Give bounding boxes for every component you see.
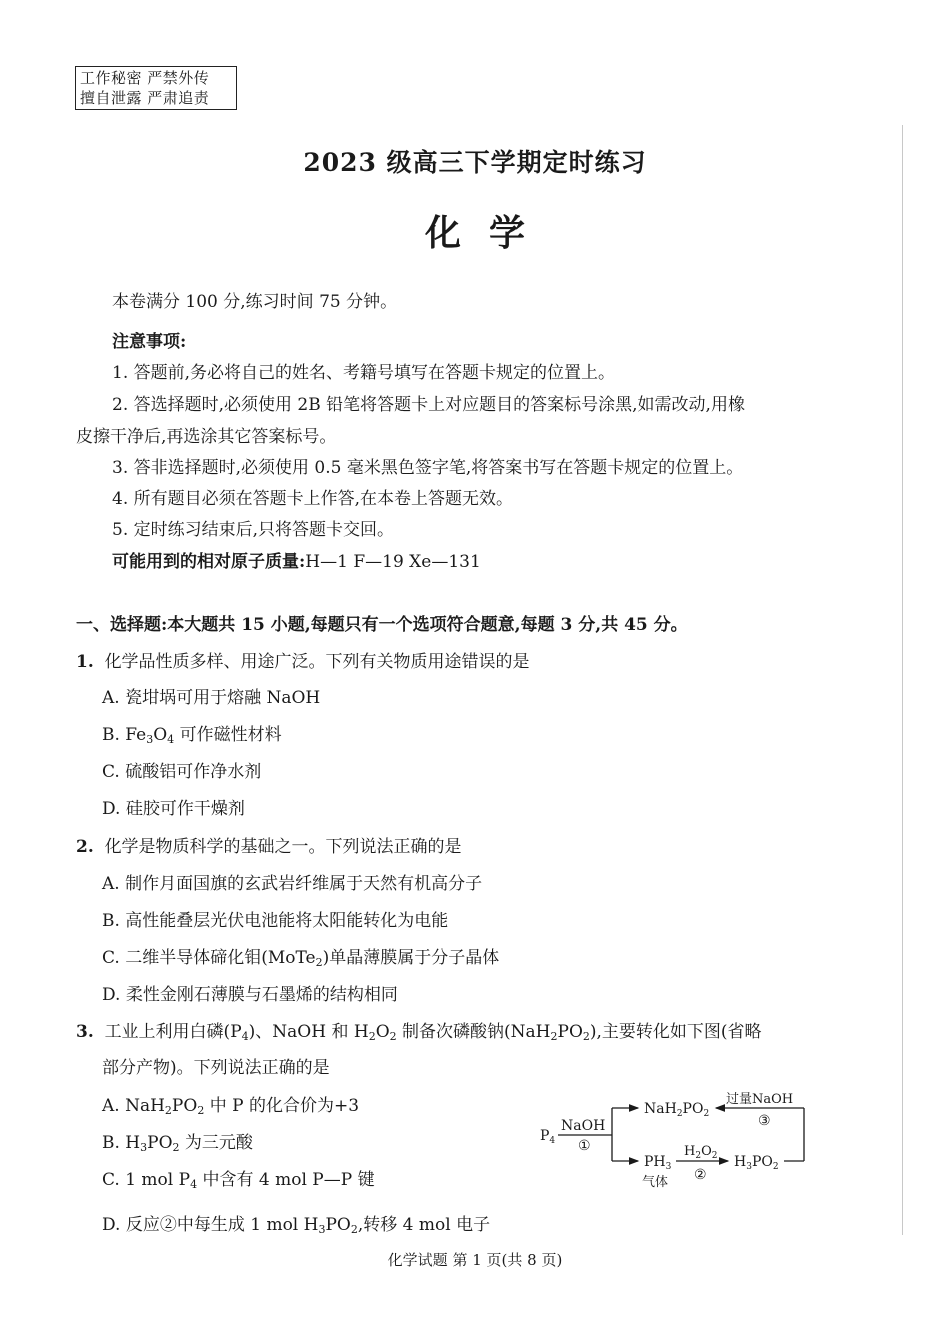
arrow-2-reagent: $H_2O_2$ (684, 1144, 718, 1161)
q3-option-b: B. $H_3PO_2$ 为三元酸 (102, 1133, 253, 1154)
exam-title: 2023 级高三下学期定时练习 (303, 148, 647, 177)
q2-option-d: D. 柔性金刚石薄膜与石墨烯的结构相同 (102, 985, 398, 1005)
reaction-scheme-diagram (538, 1092, 808, 1192)
q2-option-a: A. 制作月面国旗的玄武岩纤维属于天然有机高分子 (102, 874, 483, 894)
question-2-stem (76, 832, 462, 857)
gas-label: 气体 (642, 1175, 669, 1190)
binding-margin-line (902, 125, 903, 1235)
notice-item: 5. 定时练习结束后,只将答题卡交回。 (112, 520, 395, 540)
q3-option-c: C. 1 mol $P_4$ 中含有 4 mol P—P 键 (102, 1170, 375, 1191)
arrow-1-step: ① (578, 1138, 591, 1154)
q2-option-c: C. 二维半导体碲化钼(MoTe$_2$)单晶薄膜属于分子晶体 (102, 948, 500, 969)
atomic-mass-label: 可能用到的相对原子质量: (112, 552, 306, 572)
notice-item: 3. 答非选择题时,必须使用 0.5 毫米黑色签字笔,将答案书写在答题卡规定的位置上。 (112, 458, 744, 478)
q1-option-b: B. $Fe_3O_4$ 可作磁性材料 (102, 725, 282, 746)
notice-item: 2. 答选择题时,必须使用 2B 铅笔将答题卡上对应题目的答案标号涂黑,如需改动,用橡 (112, 395, 745, 415)
arrow-2-step: ② (694, 1167, 707, 1183)
confidential-line-2: 擅自泄露 严肃追责 (80, 89, 210, 107)
page-footer: 化学试题 第 1 页(共 8 页) (387, 1251, 563, 1269)
notice-item-continued: 皮擦干净后,再选涂其它答案标号。 (76, 427, 337, 447)
atomic-mass-line (112, 547, 481, 572)
notice-title: 注意事项: (112, 332, 187, 352)
score-time-line: 本卷满分 100 分,练习时间 75 分钟。 (112, 292, 398, 312)
question-text: 化学品性质多样、用途广泛。下列有关物质用途错误的是 (104, 652, 530, 672)
q1-option-a: A. 瓷坩埚可用于熔融 NaOH (102, 688, 321, 708)
p4-label: $P_4$ (540, 1128, 556, 1146)
q3-option-a: A. $NaH_2PO_2$ 中 P 的化合价为+3 (102, 1096, 360, 1117)
question-text: 化学是物质科学的基础之一。下列说法正确的是 (104, 837, 462, 857)
question-1-stem (76, 647, 530, 672)
atomic-mass-values: H—1 F—19 Xe—131 (305, 552, 481, 572)
q2-option-b: B. 高性能叠层光伏电池能将太阳能转化为电能 (102, 911, 449, 931)
confidential-line-1: 工作秘密 严禁外传 (80, 69, 210, 87)
notice-item: 1. 答题前,务必将自己的姓名、考籍号填写在答题卡规定的位置上。 (112, 363, 616, 383)
h3po2-label: $H_3PO_2$ (734, 1154, 779, 1172)
q1-option-c: C. 硫酸铝可作净水剂 (102, 762, 262, 782)
question-3-stem: 3. 工业上利用白磷$(P_4)$、NaOH 和 $H_2O_2$ 制备次磷酸钠$(NaH_2PO_2)$,主要转化如下图(省略 (76, 1022, 762, 1043)
notice-item: 4. 所有题目必须在答题卡上作答,在本卷上答题无效。 (112, 489, 514, 509)
question-3-stem-continued: 部分产物)。下列说法正确的是 (102, 1058, 330, 1078)
confidential-notice-box (75, 66, 237, 110)
question-number: 3. (76, 1022, 94, 1042)
subject-title: 化学 (424, 212, 553, 254)
q1-option-d: D. 硅胶可作干燥剂 (102, 799, 245, 819)
arrow-3-step: ③ (758, 1113, 771, 1129)
ph3-label: $PH_3$ (644, 1154, 672, 1172)
q3-option-d: D. 反应②中每生成 1 mol $H_3PO_2$,转移 4 mol 电子 (102, 1215, 491, 1236)
arrow-3-reagent: 过量NaOH (726, 1092, 794, 1107)
question-number: 1. (76, 652, 94, 672)
question-number: 2. (76, 837, 94, 857)
arrow-1-reagent: NaOH (561, 1118, 606, 1134)
section-title: 一、选择题:本大题共 15 小题,每题只有一个选项符合题意,每题 3 分,共 45 分。 (76, 615, 688, 635)
nah2po2-label: $NaH_2PO_2$ (644, 1101, 710, 1119)
